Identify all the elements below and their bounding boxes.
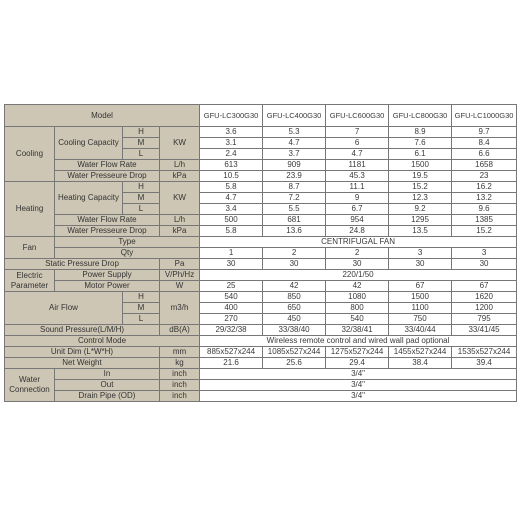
net-weight-row — [5, 358, 517, 369]
cell: 15.2 — [452, 226, 517, 237]
heating-capacity-label: Heating Capacity — [55, 182, 123, 215]
cell: 39.4 — [452, 358, 517, 369]
cell: 5.8 — [200, 226, 263, 237]
motor-power-label: Motor Power — [55, 281, 160, 292]
cell: 6.1 — [389, 149, 452, 160]
cell: 750 — [389, 314, 452, 325]
cell: 30 — [200, 259, 263, 270]
fan-type-value: CENTRIFUGAL FAN — [200, 237, 517, 248]
power-supply-unit: V/Ph/Hz — [160, 270, 200, 281]
cooling-flow-row — [5, 160, 517, 171]
static-pressure-label: Static Pressure Drop — [5, 259, 160, 270]
model-name: GFU-LC600G30 — [326, 105, 389, 127]
cell: 1385 — [452, 215, 517, 226]
fan-type-row — [5, 237, 517, 248]
model-label: Model — [5, 105, 200, 127]
cell: 1181 — [326, 160, 389, 171]
cell: 613 — [200, 160, 263, 171]
cell: 67 — [452, 281, 517, 292]
cell: 1620 — [452, 292, 517, 303]
cell: 1535x527x244 — [452, 347, 517, 358]
cell: 909 — [263, 160, 326, 171]
cell: 954 — [326, 215, 389, 226]
cell: 5.3 — [263, 127, 326, 138]
power-supply-label: Power Supply — [55, 270, 160, 281]
cell: 19.5 — [389, 171, 452, 182]
cooling-capacity-h-row — [5, 127, 517, 138]
sound-pressure-row — [5, 325, 517, 336]
model-name: GFU-LC800G30 — [389, 105, 452, 127]
cell: 12.3 — [389, 193, 452, 204]
cell: 8.7 — [263, 182, 326, 193]
cell: 32/38/41 — [326, 325, 389, 336]
cell: 9.2 — [389, 204, 452, 215]
cell: 15.2 — [389, 182, 452, 193]
unit-dim-row — [5, 347, 517, 358]
cell: 7 — [326, 127, 389, 138]
cell: 3.7 — [263, 149, 326, 160]
cell: 5.8 — [200, 182, 263, 193]
motor-power-unit: W — [160, 281, 200, 292]
unit-dim-label: Unit Dim (L*W*H) — [5, 347, 160, 358]
heating-drop-label: Water Presseure Drop — [55, 226, 160, 237]
net-weight-unit: kg — [160, 358, 200, 369]
cell: 1500 — [389, 292, 452, 303]
cell: 7.2 — [263, 193, 326, 204]
water-in-label: In — [55, 369, 160, 380]
cell: 38.4 — [389, 358, 452, 369]
cooling-section-label: Cooling — [5, 127, 55, 182]
cooling-flow-label: Water Flow Rate — [55, 160, 160, 171]
cell: 6 — [326, 138, 389, 149]
control-mode-row — [5, 336, 517, 347]
cell: 67 — [389, 281, 452, 292]
cooling-drop-row — [5, 171, 517, 182]
level-label: H — [123, 292, 160, 303]
cell: 25 — [200, 281, 263, 292]
cell: 1 — [200, 248, 263, 259]
cooling-drop-unit: kPa — [160, 171, 200, 182]
air-flow-unit: m3/h — [160, 292, 200, 325]
cell: 2 — [263, 248, 326, 259]
drain-pipe-value: 3/4" — [200, 391, 517, 402]
power-supply-row — [5, 270, 517, 281]
cell: 1455x527x244 — [389, 347, 452, 358]
cell: 23.9 — [263, 171, 326, 182]
cell: 650 — [263, 303, 326, 314]
cell: 450 — [263, 314, 326, 325]
heating-drop-row — [5, 226, 517, 237]
cell: 4.7 — [263, 138, 326, 149]
sound-pressure-unit: dB(A) — [160, 325, 200, 336]
level-label: L — [123, 314, 160, 325]
air-flow-h-row — [5, 292, 517, 303]
cell: 42 — [263, 281, 326, 292]
water-out-value: 3/4" — [200, 380, 517, 391]
cell: 10.5 — [200, 171, 263, 182]
heating-section-label: Heating — [5, 182, 55, 237]
heating-drop-unit: kPa — [160, 226, 200, 237]
cell: 30 — [263, 259, 326, 270]
cell: 30 — [389, 259, 452, 270]
heating-flow-label: Water Flow Rate — [55, 215, 160, 226]
cell: 1295 — [389, 215, 452, 226]
cell: 2 — [326, 248, 389, 259]
water-out-label: Out — [55, 380, 160, 391]
cooling-flow-unit: L/h — [160, 160, 200, 171]
cell: 23 — [452, 171, 517, 182]
heating-capacity-h-row — [5, 182, 517, 193]
cell: 45.3 — [326, 171, 389, 182]
level-label: H — [123, 127, 160, 138]
cell: 42 — [326, 281, 389, 292]
level-label: H — [123, 182, 160, 193]
model-name: GFU-LC300G30 — [200, 105, 263, 127]
cell: 795 — [452, 314, 517, 325]
cell: 33/40/44 — [389, 325, 452, 336]
static-pressure-row — [5, 259, 517, 270]
level-label: M — [123, 303, 160, 314]
cell: 1085x527x244 — [263, 347, 326, 358]
water-in-value: 3/4" — [200, 369, 517, 380]
cell: 13.6 — [263, 226, 326, 237]
air-flow-label: Air Flow — [5, 292, 123, 325]
cell: 24.8 — [326, 226, 389, 237]
cell: 3.1 — [200, 138, 263, 149]
level-label: M — [123, 138, 160, 149]
cell: 540 — [326, 314, 389, 325]
cell: 540 — [200, 292, 263, 303]
cell: 30 — [326, 259, 389, 270]
cell: 30 — [452, 259, 517, 270]
fan-type-label: Type — [55, 237, 200, 248]
cell: 21.6 — [200, 358, 263, 369]
cell: 400 — [200, 303, 263, 314]
cell: 4.7 — [200, 193, 263, 204]
drain-pipe-row — [5, 391, 517, 402]
fan-section-label: Fan — [5, 237, 55, 259]
cell: 500 — [200, 215, 263, 226]
cell: 33/41/45 — [452, 325, 517, 336]
cell: 1100 — [389, 303, 452, 314]
cell: 270 — [200, 314, 263, 325]
cell: 13.5 — [389, 226, 452, 237]
cell: 885x527x244 — [200, 347, 263, 358]
control-mode-label: Control Mode — [5, 336, 200, 347]
cell: 2.4 — [200, 149, 263, 160]
cell: 850 — [263, 292, 326, 303]
water-in-unit: inch — [160, 369, 200, 380]
cooling-capacity-label: Cooling Capacity — [55, 127, 123, 160]
model-name: GFU-LC1000G30 — [452, 105, 517, 127]
level-label: L — [123, 204, 160, 215]
cell: 16.2 — [452, 182, 517, 193]
cooling-capacity-unit: KW — [160, 127, 200, 160]
water-out-row — [5, 380, 517, 391]
cell: 1080 — [326, 292, 389, 303]
cell: 800 — [326, 303, 389, 314]
cell: 6.6 — [452, 149, 517, 160]
control-mode-value: Wireless remote control and wired wall pad optional — [200, 336, 517, 347]
cell: 29.4 — [326, 358, 389, 369]
sound-pressure-label: Sound Pressure(L/M/H) — [5, 325, 160, 336]
cell: 25.6 — [263, 358, 326, 369]
cell: 3.6 — [200, 127, 263, 138]
cell: 3 — [389, 248, 452, 259]
cell: 4.7 — [326, 149, 389, 160]
cell: 1200 — [452, 303, 517, 314]
static-pressure-unit: Pa — [160, 259, 200, 270]
cell: 33/38/40 — [263, 325, 326, 336]
cell: 8.9 — [389, 127, 452, 138]
cell: 11.1 — [326, 182, 389, 193]
heating-flow-row — [5, 215, 517, 226]
cell: 6.7 — [326, 204, 389, 215]
cell: 8.4 — [452, 138, 517, 149]
power-supply-value: 220/1/50 — [200, 270, 517, 281]
cell: 1275x527x244 — [326, 347, 389, 358]
model-name: GFU-LC400G30 — [263, 105, 326, 127]
drain-pipe-unit: inch — [160, 391, 200, 402]
cell: 681 — [263, 215, 326, 226]
cell: 9 — [326, 193, 389, 204]
cell: 1658 — [452, 160, 517, 171]
drain-pipe-label: Drain Pipe (OD) — [55, 391, 160, 402]
cell: 5.5 — [263, 204, 326, 215]
cell: 13.2 — [452, 193, 517, 204]
cell: 29/32/38 — [200, 325, 263, 336]
cell: 7.6 — [389, 138, 452, 149]
level-label: M — [123, 193, 160, 204]
net-weight-label: Net Weight — [5, 358, 160, 369]
cell: 3 — [452, 248, 517, 259]
motor-power-row — [5, 281, 517, 292]
electric-section-label: Electric Parameter — [5, 270, 55, 292]
heating-capacity-unit: KW — [160, 182, 200, 215]
unit-dim-unit: mm — [160, 347, 200, 358]
cell: 1500 — [389, 160, 452, 171]
cell: 9.7 — [452, 127, 517, 138]
spec-table — [4, 104, 517, 402]
cell: 3.4 — [200, 204, 263, 215]
level-label: L — [123, 149, 160, 160]
heating-flow-unit: L/h — [160, 215, 200, 226]
cooling-drop-label: Water Presseure Drop — [55, 171, 160, 182]
water-out-unit: inch — [160, 380, 200, 391]
fan-qty-label: Qty — [55, 248, 200, 259]
water-section-label: Water Connection — [5, 369, 55, 402]
model-header-row — [5, 105, 517, 127]
cell: 9.6 — [452, 204, 517, 215]
water-in-row — [5, 369, 517, 380]
fan-qty-row — [5, 248, 517, 259]
